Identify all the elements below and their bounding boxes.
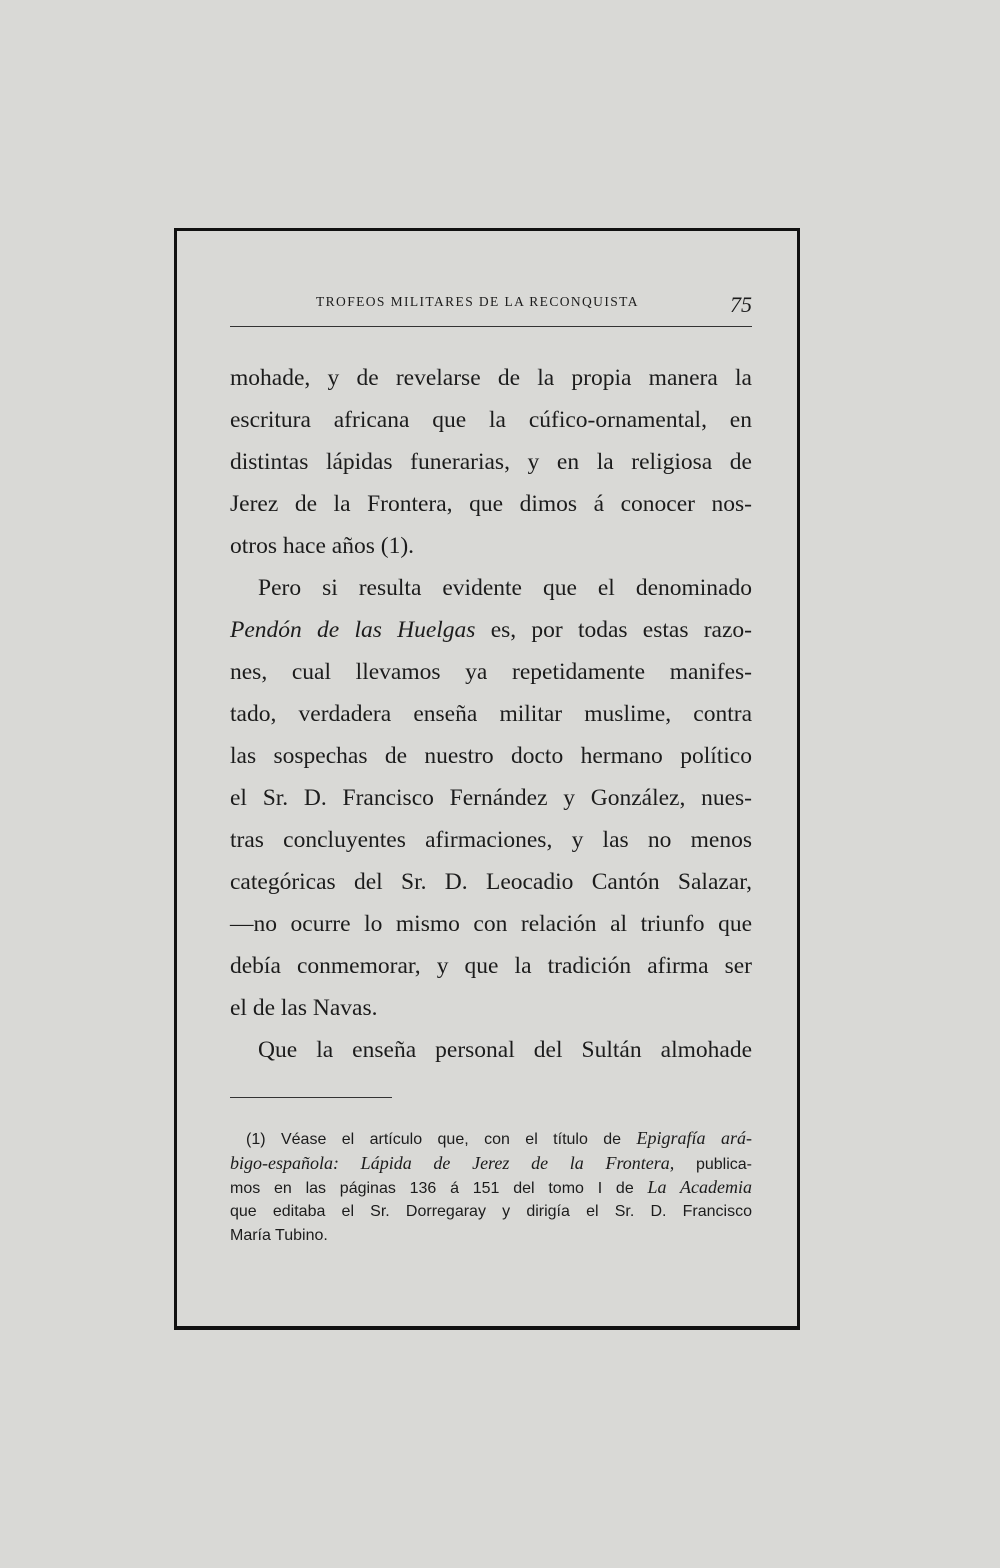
italic-title: Epigrafía ará- (636, 1128, 752, 1148)
italic-title: bigo-española: Lápida de Jerez de la Frontera, (230, 1152, 675, 1173)
footnote-line (230, 1175, 752, 1200)
page-header (230, 292, 752, 322)
footnote-rule (230, 1097, 392, 1098)
header-rule (230, 326, 752, 327)
text-line: Pero si resulta evidente que el denominado (258, 575, 752, 601)
page-number: 75 (730, 292, 752, 317)
text-line: —no ocurre lo mismo con relación al triunfo que (230, 911, 752, 937)
text-line: mohade, y de revelarse de la propia manera la (230, 365, 752, 391)
text-span: mos en las páginas 136 á 151 del tomo I de (230, 1180, 648, 1197)
main-text (230, 357, 752, 1071)
text-line: el de las Navas. (230, 995, 378, 1021)
text-span: (1) Véase el artículo que, con el título de (246, 1131, 637, 1148)
italic-title: La Academia (647, 1177, 752, 1197)
footnote-line (230, 1126, 752, 1151)
text-line: distintas lápidas funerarias, y en la religiosa de (230, 449, 752, 475)
footnote-line: que editaba el Sr. Dorregaray y dirigía el Sr. D. Francisco (230, 1202, 752, 1220)
text-line: Jerez de la Frontera, que dimos á conocer nos- (230, 491, 752, 517)
text-line (230, 609, 752, 651)
running-title: TROFEOS MILITARES DE LA RECONQUISTA (316, 294, 639, 309)
text-span: es, por todas estas razo- (475, 617, 752, 643)
text-line: tado, verdadera enseña militar muslime, contra (230, 701, 752, 727)
footnote-line (230, 1151, 752, 1176)
text-line: las sospechas de nuestro docto hermano político (230, 743, 752, 769)
text-line: escritura africana que la cúfico-ornamental, en (230, 407, 752, 433)
text-line: tras concluyentes afirmaciones, y las no menos (230, 827, 752, 853)
text-line: el Sr. D. Francisco Fernández y González, nues- (230, 785, 752, 811)
footnote-line: María Tubino. (230, 1227, 328, 1244)
text-line: Que la enseña personal del Sultán almohade (258, 1037, 752, 1063)
text-span: publica- (674, 1155, 752, 1173)
text-line: otros hace años (1). (230, 533, 415, 559)
text-line: nes, cual llevamos ya repetidamente manifes- (230, 659, 752, 685)
footnote (230, 1126, 752, 1249)
text-line: debía conmemorar, y que la tradición afirma ser (230, 953, 752, 979)
italic-title: Pendón de las Huelgas (230, 617, 476, 643)
text-line: categóricas del Sr. D. Leocadio Cantón Salazar, (230, 869, 752, 895)
